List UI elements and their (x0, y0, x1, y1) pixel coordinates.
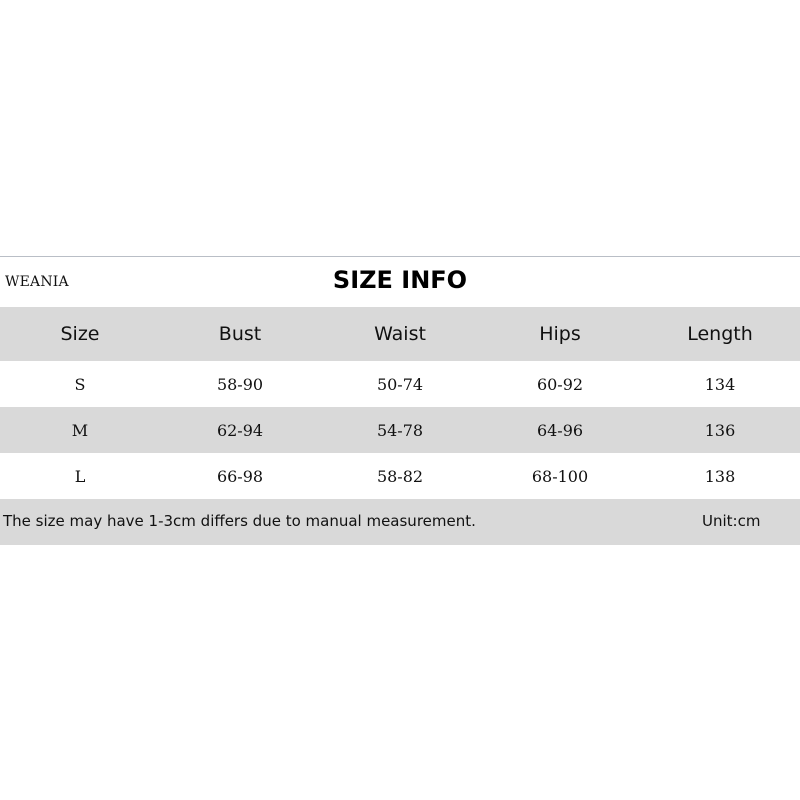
header-hips: Hips (539, 323, 581, 345)
cell-waist: 58-82 (376, 466, 424, 486)
header-waist: Waist (374, 323, 426, 345)
cell-hips: 60-92 (536, 374, 584, 394)
footer-note-bar (0, 499, 800, 545)
table-header-row (0, 307, 800, 361)
cell-length: 134 (704, 374, 736, 394)
header-bust: Bust (218, 323, 262, 345)
cell-bust: 58-90 (216, 374, 264, 394)
cell-size: S (74, 374, 86, 394)
table-row-s (0, 361, 800, 407)
cell-waist: 50-74 (376, 374, 424, 394)
header-length: Length (687, 323, 753, 345)
measurement-note: The size may have 1-3cm differs due to manual measurement. (3, 512, 476, 530)
cell-length: 138 (704, 466, 736, 486)
cell-size: L (74, 466, 86, 486)
brand-logo-text: WEANIA (5, 274, 69, 290)
cell-hips: 64-96 (536, 420, 584, 440)
cell-length: 136 (704, 420, 736, 440)
cell-size: M (71, 420, 89, 440)
table-row-m (0, 407, 800, 453)
unit-label: Unit:cm (702, 512, 761, 530)
cell-hips: 68-100 (531, 466, 589, 486)
top-divider (0, 256, 800, 257)
cell-bust: 62-94 (216, 420, 264, 440)
size-table (0, 307, 800, 499)
page-title: SIZE INFO (332, 266, 468, 294)
cell-bust: 66-98 (216, 466, 264, 486)
cell-waist: 54-78 (376, 420, 424, 440)
header-size: Size (60, 323, 100, 345)
table-row-l (0, 453, 800, 499)
